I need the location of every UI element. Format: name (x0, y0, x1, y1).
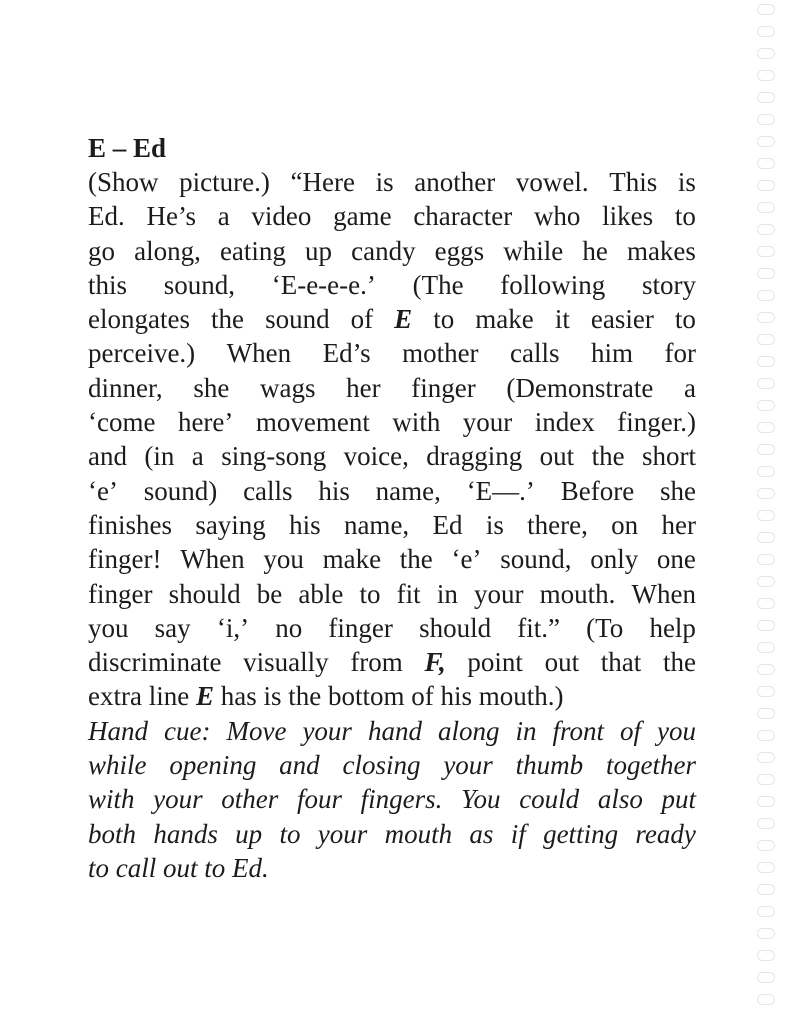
word: finger (328, 612, 393, 643)
word: You (461, 784, 501, 815)
binding-hole (757, 598, 775, 609)
word: be (256, 578, 283, 609)
word: Before (560, 475, 635, 506)
word: make (475, 304, 534, 335)
body-line (88, 611, 696, 645)
word: (To (586, 612, 624, 643)
word: name, (375, 475, 441, 506)
word: of (411, 681, 434, 712)
word: four (296, 784, 342, 815)
word: (in (144, 441, 175, 472)
word: easier (590, 304, 654, 335)
word: should (419, 612, 492, 643)
word: saying (195, 509, 266, 540)
word: out (539, 441, 575, 472)
word: here’ (177, 407, 234, 438)
word: also (597, 784, 643, 815)
binding-hole (757, 246, 775, 257)
word: to (88, 852, 116, 883)
word: up (235, 818, 263, 849)
word: his (318, 475, 350, 506)
word: ‘i,’ (216, 612, 250, 643)
binding-hole (757, 312, 775, 323)
word: has (220, 681, 257, 712)
word: ‘e’ (451, 544, 482, 575)
word: to (674, 201, 696, 232)
word: you (88, 612, 129, 643)
word: your (153, 784, 203, 815)
word: index (534, 407, 595, 438)
binding-hole (757, 972, 775, 983)
word: is (485, 509, 504, 540)
body-line (88, 508, 696, 542)
body-line (88, 645, 696, 679)
word: finger.) (617, 407, 696, 438)
word: a (217, 201, 230, 232)
word: vowel. (515, 167, 589, 197)
word: the (288, 681, 322, 712)
body-line (88, 268, 696, 302)
word: candy (351, 235, 416, 266)
emphasized-letter: E (394, 304, 413, 335)
word: fingers. (360, 784, 443, 815)
word: mouth (384, 818, 453, 849)
word: finishes (88, 509, 172, 540)
word: to (433, 304, 455, 335)
word: with (392, 407, 441, 438)
binding-hole (757, 114, 775, 125)
binding-hole (757, 422, 775, 433)
word: in (515, 715, 537, 746)
word: name, (343, 509, 410, 540)
word (424, 645, 445, 679)
word: the (399, 544, 433, 575)
binding-hole (757, 554, 775, 565)
word: he (582, 235, 608, 266)
word: fit.” (517, 612, 560, 643)
word: go (88, 235, 115, 266)
section-heading: E – Ed (88, 133, 167, 163)
word: likes (602, 201, 654, 232)
word: story (642, 269, 696, 300)
word: Hand (88, 715, 148, 746)
word: When (180, 544, 245, 575)
word: on (611, 509, 639, 540)
binding-hole (757, 752, 775, 763)
word: no (275, 612, 303, 643)
binding-hole (757, 620, 775, 631)
word: extra (88, 681, 142, 712)
body-line (88, 439, 696, 473)
word: if (510, 818, 526, 849)
word: He’s (146, 201, 196, 232)
word: this (88, 269, 128, 300)
word: of (619, 715, 641, 746)
word: both (88, 818, 137, 849)
word: cue: (164, 715, 211, 746)
binding-hole (757, 290, 775, 301)
word: out (544, 647, 580, 678)
word: put (661, 784, 696, 815)
word: sound (265, 304, 330, 335)
word: you (657, 715, 696, 746)
word: there, (527, 509, 588, 540)
body-line (88, 302, 696, 336)
binding-hole (757, 356, 775, 367)
binding-hole (757, 928, 775, 939)
word: her (346, 372, 381, 403)
body-line (88, 234, 696, 268)
word: that (600, 647, 642, 678)
word: Ed. (88, 201, 125, 232)
word: sound, (500, 544, 572, 575)
word: the (662, 647, 696, 678)
word: is (375, 167, 394, 197)
word: make (322, 544, 382, 575)
word: your (473, 578, 524, 609)
word: (The (412, 269, 464, 300)
word: When (631, 578, 696, 609)
word: one (656, 544, 696, 575)
word: opening (169, 750, 257, 781)
word: of (350, 304, 374, 335)
word: point (467, 647, 523, 678)
word: call (115, 852, 164, 883)
binding-hole (757, 334, 775, 345)
word: while (503, 235, 564, 266)
word: your (302, 715, 352, 746)
word: elongates (88, 304, 190, 335)
hand-cue-line (88, 851, 696, 885)
word: to (359, 578, 381, 609)
word: in (436, 578, 458, 609)
word: calls (243, 475, 293, 506)
binding-hole (757, 884, 775, 895)
word: fit (396, 578, 421, 609)
word: finger (88, 578, 153, 609)
word: Ed (432, 509, 463, 540)
word: to (204, 852, 233, 883)
page-content (88, 131, 696, 885)
word: bottom (328, 681, 405, 712)
binding-hole (757, 708, 775, 719)
word: able (298, 578, 344, 609)
word: sound) (143, 475, 218, 506)
word: video (251, 201, 312, 232)
word: (Demonstrate (506, 372, 654, 403)
word: a (191, 441, 204, 472)
word: dragging (426, 441, 523, 472)
word: following (500, 269, 606, 300)
word: she (193, 372, 230, 403)
hand-cue-line (88, 782, 696, 816)
word: getting (543, 818, 619, 849)
word: sing-song (221, 441, 327, 472)
hand-cue-line (88, 714, 696, 748)
word: makes (626, 235, 696, 266)
word: your (317, 818, 368, 849)
binding-hole (757, 202, 775, 213)
word: only (590, 544, 639, 575)
word: “Here (290, 167, 355, 197)
binding-hole (757, 642, 775, 653)
word: This (609, 167, 658, 197)
binding-hole (757, 488, 775, 499)
word: your (462, 407, 513, 438)
binding-hole (757, 466, 775, 477)
body-paragraph (88, 165, 696, 714)
word: When (226, 338, 292, 369)
word: sound, (163, 269, 235, 300)
word: thumb (515, 750, 584, 781)
hand-cue-line (88, 817, 696, 851)
word: mouth.) (478, 681, 564, 712)
word: picture.) (179, 167, 270, 197)
word: to (674, 304, 696, 335)
word: and (279, 750, 320, 781)
word: say (154, 612, 191, 643)
binding-hole (757, 994, 775, 1005)
binding-hole (757, 796, 775, 807)
word: the (211, 304, 245, 335)
body-line (88, 371, 696, 405)
body-line (88, 405, 696, 439)
word: him (590, 338, 633, 369)
word: his (440, 681, 473, 712)
binding-hole (757, 906, 775, 917)
word: your (443, 750, 493, 781)
binding-hole (757, 48, 775, 59)
word: perceive.) (88, 338, 196, 369)
word (196, 679, 221, 713)
word: ‘come (88, 407, 156, 438)
binding-hole (757, 444, 775, 455)
word: who (533, 201, 581, 232)
word: wags (259, 372, 316, 403)
word: for (664, 338, 696, 369)
word: calls (510, 338, 560, 369)
word: character (413, 201, 513, 232)
word: ‘e’ (88, 475, 118, 506)
word: mother (402, 338, 479, 369)
word: ‘E—.’ (466, 475, 535, 506)
word: as (469, 818, 494, 849)
emphasized-letter: F, (424, 647, 446, 678)
word: movement (255, 407, 370, 438)
word: could (519, 784, 580, 815)
binding-hole (757, 378, 775, 389)
word: along, (134, 235, 201, 266)
binding-hole (757, 576, 775, 587)
word: dinner, (88, 372, 163, 403)
word: other (221, 784, 279, 815)
word: Ed. (232, 852, 269, 883)
word: ready (635, 818, 696, 849)
word: line (148, 681, 190, 712)
word: front (552, 715, 604, 746)
word: together (605, 750, 696, 781)
binding-hole (757, 532, 775, 543)
body-line (88, 336, 696, 370)
word: mouth. (539, 578, 616, 609)
binding-hole (757, 818, 775, 829)
word: and (88, 441, 127, 472)
binding-hole (757, 686, 775, 697)
binding-hole (757, 4, 775, 15)
binding-hole (757, 730, 775, 741)
word: Move (226, 715, 287, 746)
word: eating (219, 235, 286, 266)
word: is (263, 681, 282, 712)
word: to (279, 818, 301, 849)
binding-hole (757, 26, 775, 37)
word: finger! (88, 544, 162, 575)
binding-hole (757, 774, 775, 785)
binding-hole (757, 92, 775, 103)
word: hand (367, 715, 422, 746)
binding-hole (757, 862, 775, 873)
word: voice, (343, 441, 409, 472)
binding-hole (757, 950, 775, 961)
binding-hole (757, 180, 775, 191)
word: from (350, 647, 403, 678)
binding-hole (757, 664, 775, 675)
word: closing (342, 750, 421, 781)
hand-cue-paragraph (88, 714, 696, 885)
word: while (88, 750, 147, 781)
binding-hole (757, 224, 775, 235)
binding-hole (757, 136, 775, 147)
word: Ed’s (322, 338, 371, 369)
emphasized-letter: E (195, 681, 214, 712)
word: eggs (434, 235, 485, 266)
hand-cue-line (88, 748, 696, 782)
word: game (333, 201, 392, 232)
word: discriminate (88, 647, 222, 678)
word: another (414, 167, 496, 197)
word: visually (243, 647, 329, 678)
word (394, 302, 412, 336)
word: help (649, 612, 696, 643)
body-line (88, 165, 696, 199)
word: his (289, 509, 321, 540)
body-line (88, 474, 696, 508)
word: is (677, 167, 696, 197)
binding-hole (757, 70, 775, 81)
word: the (591, 441, 625, 472)
word: hands (153, 818, 218, 849)
binding-hole (757, 268, 775, 279)
word: it (554, 304, 570, 335)
word: short (641, 441, 696, 472)
binding-hole (757, 158, 775, 169)
word: up (305, 235, 333, 266)
spiral-binding-holes (757, 4, 779, 1020)
binding-hole (757, 840, 775, 851)
binding-hole (757, 510, 775, 521)
body-line (88, 199, 696, 233)
word: with (88, 784, 135, 815)
word: should (168, 578, 241, 609)
word: she (659, 475, 696, 506)
word: you (263, 544, 304, 575)
binding-hole (757, 400, 775, 411)
word: along (437, 715, 500, 746)
word: (Show (88, 167, 159, 197)
body-line (88, 679, 696, 713)
word: finger (411, 372, 476, 403)
body-line (88, 542, 696, 576)
word: a (684, 372, 696, 403)
body-line (88, 577, 696, 611)
word: her (661, 509, 696, 540)
word: out (163, 852, 205, 883)
word: ‘E-e-e-e.’ (271, 269, 376, 300)
